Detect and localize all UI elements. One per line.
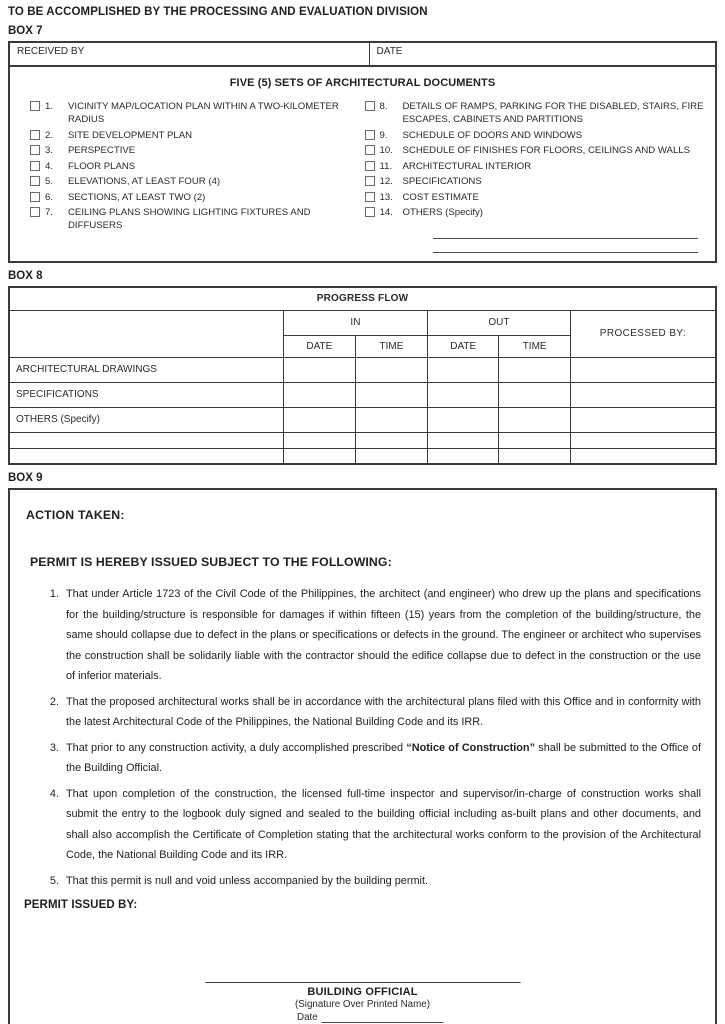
pf-in-header: IN	[283, 310, 427, 335]
others-specify-line-1[interactable]	[433, 225, 698, 239]
pf-in-date-cell[interactable]	[283, 382, 355, 407]
documents-title: FIVE (5) SETS OF ARCHITECTURAL DOCUMENTS	[229, 77, 496, 89]
pf-corner-cell	[9, 310, 283, 357]
pf-out-header: OUT	[428, 310, 571, 335]
box9-section	[8, 488, 717, 1024]
doc-item-label: OTHERS (Specify)	[402, 207, 483, 218]
doc-item-label: PERSPECTIVE	[68, 145, 136, 156]
doc-item-14	[365, 206, 716, 219]
documents-checklist	[10, 67, 715, 261]
received-by-field[interactable]	[10, 43, 370, 65]
box7-section	[8, 41, 717, 263]
doc-item-1	[30, 100, 363, 126]
doc-item-label: CEILING PLANS SHOWING LIGHTING FIXTURES AND DIFFUSERS	[68, 207, 311, 231]
doc-item-2	[30, 129, 363, 142]
received-date-field[interactable]	[370, 43, 715, 65]
doc-item-7	[30, 206, 363, 232]
checkbox[interactable]	[30, 145, 40, 155]
pf-out-time-cell[interactable]	[499, 448, 570, 464]
pf-processed-by-cell[interactable]	[570, 432, 716, 448]
pf-in-time-cell[interactable]	[355, 357, 427, 382]
permit-condition-3	[62, 738, 701, 779]
pf-in-time-header: TIME	[355, 335, 427, 357]
pf-out-time-cell[interactable]	[499, 407, 570, 432]
table-row	[9, 382, 716, 407]
box8-label: BOX 8	[8, 270, 43, 282]
pf-in-time-cell[interactable]	[355, 382, 427, 407]
permit-condition-4	[62, 784, 701, 866]
doc-item-label: SCHEDULE OF DOORS AND WINDOWS	[402, 129, 583, 141]
building-official-title: BUILDING OFFICIAL	[307, 986, 418, 998]
condition-text: That upon completion of the construction, the licensed full-time inspector and supervisor/in-charge of construction works shall submit the entry to the logbook duly signed and sealed to the building official including as-built plans and other documents, and shall also accomplish the Certificate of Completion stating that the architectural works conform to the provision of the Architectural Code, the National Building Code and its IRR.	[66, 787, 701, 861]
doc-item-3	[30, 144, 363, 157]
box9-label: BOX 9	[8, 472, 43, 484]
checkbox[interactable]	[365, 161, 375, 171]
table-row	[9, 357, 716, 382]
doc-item-label: SITE DEVELOPMENT PLAN	[68, 129, 193, 141]
doc-item-5	[30, 175, 363, 188]
condition-bold-text: “Notice of Construction”	[406, 741, 536, 754]
pf-row-label: SPECIFICATIONS	[9, 382, 283, 407]
checkbox[interactable]	[30, 176, 40, 186]
pf-in-date-cell[interactable]	[283, 357, 355, 382]
signature-over-printed-name-label: (Signature Over Printed Name)	[294, 999, 431, 1010]
doc-item-number: 12.	[379, 176, 393, 187]
pf-out-date-cell[interactable]	[428, 432, 499, 448]
table-row	[9, 407, 716, 432]
doc-item-number: 1.	[45, 101, 54, 112]
doc-item-label: SECTIONS, AT LEAST TWO (2)	[68, 191, 206, 203]
doc-item-9	[365, 129, 716, 142]
pf-processed-by-cell[interactable]	[570, 407, 716, 432]
received-date-label: DATE	[376, 46, 403, 57]
doc-item-number: 9.	[379, 129, 388, 141]
received-by-label: RECEIVED BY	[17, 46, 85, 57]
pf-processed-by-cell[interactable]	[570, 382, 716, 407]
box7-label: BOX 7	[8, 25, 43, 37]
pf-out-date-cell[interactable]	[428, 407, 499, 432]
doc-item-6	[30, 191, 363, 204]
pf-in-date-header: DATE	[283, 335, 355, 357]
doc-item-number: 5.	[45, 176, 54, 187]
pf-processed-by-cell[interactable]	[570, 357, 716, 382]
doc-item-label: SCHEDULE OF FINISHES FOR FLOORS, CEILINGS AND WALLS	[402, 145, 691, 156]
doc-item-number: 11.	[379, 160, 393, 172]
checkbox[interactable]	[30, 101, 40, 111]
doc-item-label: ARCHITECTURAL INTERIOR	[402, 160, 532, 172]
condition-text: That this permit is null and void unless accompanied by the building permit.	[66, 874, 429, 887]
action-taken-label: ACTION TAKEN:	[26, 508, 125, 522]
permit-conditions-list	[24, 584, 701, 891]
doc-item-number: 3.	[45, 145, 54, 156]
checkbox[interactable]	[365, 130, 375, 140]
pf-processed-by-cell[interactable]	[570, 448, 716, 464]
doc-item-10	[365, 144, 716, 157]
table-row	[9, 432, 716, 448]
pf-row-label[interactable]	[9, 448, 283, 464]
doc-item-label: SPECIFICATIONS	[402, 176, 482, 187]
page-title: TO BE ACCOMPLISHED BY THE PROCESSING AND EVALUATION DIVISION	[8, 6, 428, 18]
pf-out-date-cell[interactable]	[428, 448, 499, 464]
checkbox[interactable]	[30, 192, 40, 202]
pf-out-date-cell[interactable]	[428, 357, 499, 382]
checkbox[interactable]	[30, 130, 40, 140]
doc-item-11	[365, 160, 716, 173]
doc-item-number: 14.	[379, 207, 393, 218]
doc-item-8	[365, 100, 716, 126]
permit-condition-2	[62, 692, 701, 733]
table-row	[9, 448, 716, 464]
doc-item-13	[365, 191, 716, 204]
doc-item-4	[30, 160, 363, 173]
doc-item-label: VICINITY MAP/LOCATION PLAN WITHIN A TWO-KILOMETER RADIUS	[68, 101, 339, 125]
checkbox[interactable]	[365, 192, 375, 202]
doc-item-number: 4.	[45, 160, 54, 172]
others-specify-line-2[interactable]	[433, 239, 698, 253]
condition-text: That the proposed architectural works shall be in accordance with the architectural plans filed with this Office and in conformity with the latest Architectural Code of the Philippines, the National Building Code and its IRR.	[66, 695, 701, 728]
pf-in-date-cell[interactable]	[283, 448, 355, 464]
doc-item-12	[365, 175, 716, 188]
pf-row-label[interactable]	[9, 432, 283, 448]
doc-item-number: 8.	[379, 101, 388, 112]
building-official-signature-block	[205, 982, 520, 1023]
doc-item-number: 6.	[45, 191, 54, 203]
condition-text: That under Article 1723 of the Civil Code of the Philippines, the architect (and engineer) who drew up the plans and specifications for the building/structure is responsible for damages if within fifteen (15) years from the completion of the building/structure, the same should collapse due to defect in the plans or specifications or defects in the ground. The engineer or architect who supervises the construction shall be solidarily liable with the contractor should the edifice collapse due to defect in the construction or the use of inferior materials.	[66, 588, 701, 682]
doc-item-label: FLOOR PLANS	[68, 160, 136, 172]
signature-date-line[interactable]	[322, 1012, 444, 1023]
doc-item-number: 2.	[45, 129, 54, 141]
checkbox[interactable]	[365, 176, 375, 186]
pf-in-time-cell[interactable]	[355, 407, 427, 432]
pf-in-time-cell[interactable]	[355, 432, 427, 448]
pf-in-date-cell[interactable]	[283, 432, 355, 448]
pf-in-time-cell[interactable]	[355, 448, 427, 464]
pf-out-time-header: TIME	[499, 335, 570, 357]
pf-out-time-cell[interactable]	[499, 432, 570, 448]
permit-issued-by-label: PERMIT ISSUED BY:	[24, 899, 138, 911]
checkbox[interactable]	[30, 207, 40, 217]
checkbox[interactable]	[365, 145, 375, 155]
permit-conditions-heading: PERMIT IS HEREBY ISSUED SUBJECT TO THE FOLLOWING:	[30, 555, 392, 569]
permit-condition-1	[62, 584, 701, 687]
pf-out-time-cell[interactable]	[499, 382, 570, 407]
signature-date-label: Date	[297, 1012, 318, 1023]
progress-flow-title: PROGRESS FLOW	[9, 287, 716, 310]
doc-item-label: ELEVATIONS, AT LEAST FOUR (4)	[68, 176, 221, 187]
received-date-row	[10, 43, 715, 67]
pf-processed-by-header: PROCESSED BY:	[570, 310, 716, 357]
pf-out-time-cell[interactable]	[499, 357, 570, 382]
pf-row-label: ARCHITECTURAL DRAWINGS	[9, 357, 283, 382]
condition-text: shall be submitted to the Office of the Building Official.	[66, 741, 701, 774]
pf-in-date-cell[interactable]	[283, 407, 355, 432]
documents-column-left	[10, 100, 363, 253]
doc-item-number: 7.	[45, 207, 54, 218]
pf-out-date-header: DATE	[428, 335, 499, 357]
pf-out-date-cell[interactable]	[428, 382, 499, 407]
doc-item-number: 13.	[379, 191, 393, 203]
condition-text: That prior to any construction activity, a duly accomplished prescribed	[66, 741, 407, 754]
pf-row-label: OTHERS (Specify)	[9, 407, 283, 432]
documents-column-right	[363, 100, 716, 253]
checkbox[interactable]	[30, 161, 40, 171]
doc-item-number: 10.	[379, 145, 393, 156]
doc-item-label: DETAILS OF RAMPS, PARKING FOR THE DISABLED, STAIRS, FIRE ESCAPES, CABINETS AND PARTITIONS	[402, 101, 704, 125]
progress-flow-table	[8, 286, 717, 465]
permit-condition-5	[62, 871, 701, 892]
signature-line[interactable]	[205, 982, 520, 983]
checkbox[interactable]	[365, 101, 375, 111]
doc-item-label: COST ESTIMATE	[402, 191, 479, 203]
checkbox[interactable]	[365, 207, 375, 217]
